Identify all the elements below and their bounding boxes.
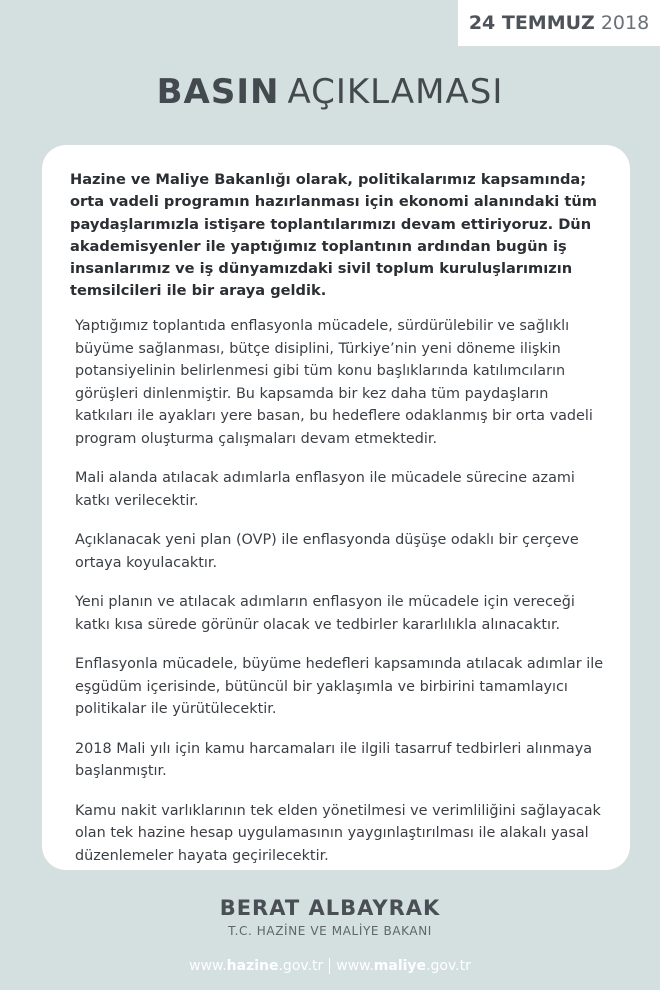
paragraph-6: 2018 Mali yılı için kamu harcamaları ile ilgili tasarruf tedbirleri alınmaya başlanmıştır. [75,740,593,779]
footer-divider [329,958,330,974]
title-light: AÇIKLAMASI [287,72,504,112]
date-day-month: 24 TEMMUZ [468,12,595,34]
paragraph-5: Enflasyonla mücadele, büyüme hedefleri kapsamında atılacak adımlar ile eşgüdüm içerisinde, bütüncül bir yaklaşımla ve birbirini tamamlayıcı politikalar ile yürütülecektir. [75,656,604,717]
signature-name: BERAT ALBAYRAK [219,896,441,920]
title-strong: BASIN [156,72,280,112]
footer-links [0,958,660,974]
signature-role: T.C. HAZİNE VE MALİYE BAKANI [228,924,432,938]
paragraph-3: Açıklanacak yeni plan (OVP) ile enflasyonda düşüşe odaklı bir çerçeve ortaya koyulacaktır. [75,532,579,571]
signature-block [0,896,660,938]
hazine-site-link[interactable]: www.hazine.gov.tr [189,958,324,974]
paragraph-4: Yeni planın ve atılacak adımların enflasyon ile mücadele için vereceği katkı kısa sürede görünür olacak ve tedbirler kararlılıkla alınacaktır. [75,594,575,633]
maliye-site-link[interactable]: www.maliye.gov.tr [336,958,471,974]
date-badge [458,0,660,46]
statement-body [75,315,605,884]
paragraph-2: Mali alanda atılacak adımlarla enflasyon ile mücadele sürecine azami katkı verilecektir. [75,470,575,509]
paragraph-1: Yaptığımız toplantıda enflasyonla mücadele, sürdürülebilir ve sağlıklı büyüme sağlanması, bütçe disiplini, Türkiye’nin yeni döneme ilişkin potansiyelinin belirlenmesi gibi tüm konu başlıklarında katılımcıların görüşleri dinlenmiştir. Bu kapsamda bir kez daha tüm paydaşların katkıları ile ayakları yere basan, bu hedeflere odaklanmış bir orta vadeli program oluşturma çalışmaları devam etmektedir. [75,318,593,447]
date-year: 2018 [600,12,650,34]
statement-card [42,145,630,870]
page-title [0,72,660,112]
paragraph-7: Kamu nakit varlıklarının tek elden yönetilmesi ve verimliliğini sağlayacak olan tek hazine hesap uygulamasının yaygınlaştırılması ile alakalı yasal düzenlemeler hayata geçirilecektir. [75,802,601,864]
lead-paragraph: Hazine ve Maliye Bakanlığı olarak, politikalarımız kapsamında; orta vadeli programın hazırlanması için ekonomi alanındaki tüm paydaşlarımızla istişare toplantılarımızı devam ettiriyoruz. Dün akademisyenler ile yaptığımız toplantının ardından bugün iş insanlarımız ve iş dünyamızdaki sivil toplum kuruluşlarımızın temsilcileri ile bir araya geldik. [70,171,597,300]
